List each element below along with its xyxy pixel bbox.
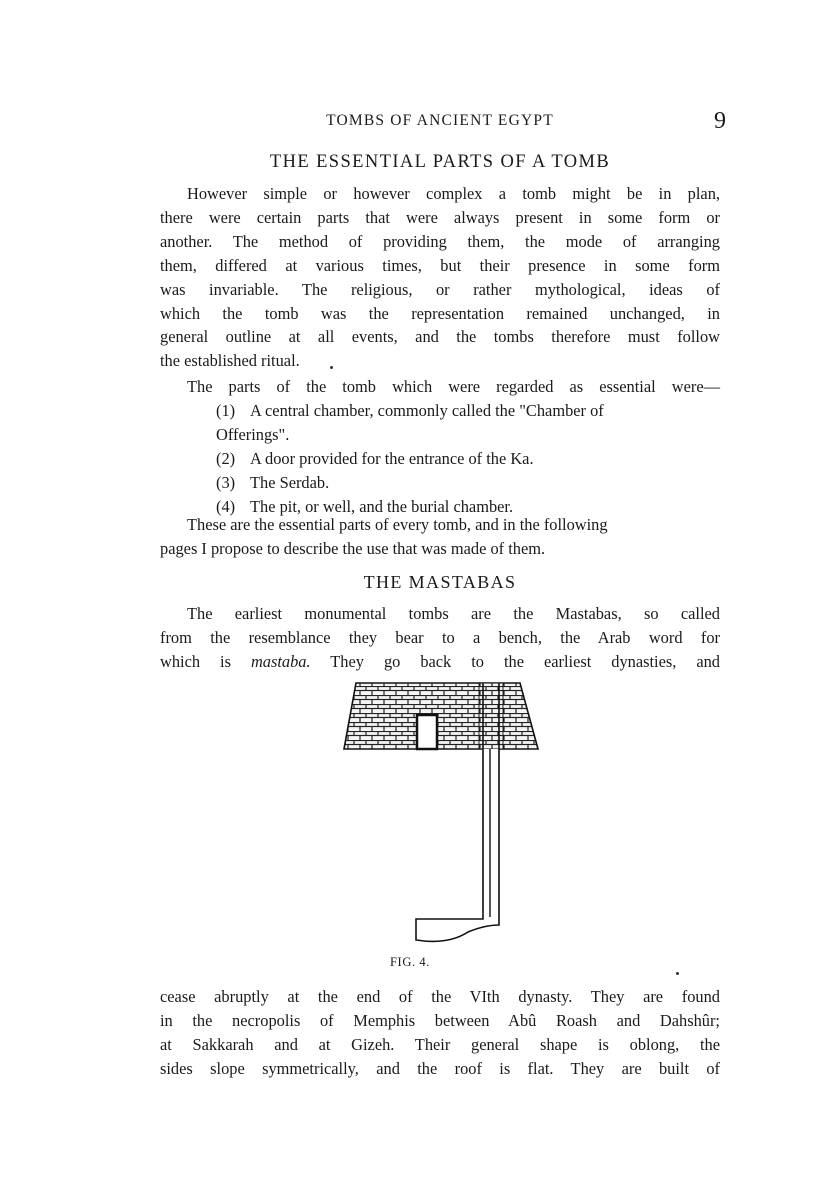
paragraph-essential-parts: [160, 182, 720, 373]
list-item-continuation: Offerings".: [216, 424, 290, 444]
text-line: cease abruptly at the end of the VIth dynasty. They are found: [160, 987, 720, 1006]
paragraph-mastabas-intro: [160, 602, 720, 674]
italic-word: mastaba.: [250, 651, 311, 671]
list-number: (1): [216, 401, 236, 420]
text-line: pages I propose to describe the use that was made of them.: [160, 538, 546, 558]
section-heading-essential-parts: THE ESSENTIAL PARTS OF A TOMB: [269, 152, 611, 172]
list-number: (4): [216, 496, 236, 516]
list-text: A door provided for the entrance of the Ka.: [250, 448, 534, 468]
print-speck: [330, 366, 333, 369]
list-text: The pit, or well, and the burial chamber.: [250, 496, 514, 516]
text-line: in the necropolis of Memphis between Abû Roash and Dahshûr;: [160, 1010, 720, 1030]
text-line: which the tomb was the representation remained unchanged, in: [160, 303, 720, 323]
text-line: was invariable. The religious, or rather mythological, ideas of: [160, 279, 720, 299]
text-line: from the resemblance they bear to a bench, the Arab word for: [160, 627, 720, 647]
paragraph-closing: [160, 513, 720, 561]
paragraph-mastabas-continued: [160, 985, 720, 1081]
text-line: sides slope symmetrically, and the roof is flat. They are built of: [160, 1058, 720, 1078]
print-speck: [676, 972, 679, 975]
text-line: However simple or however complex a tomb might be in plan,: [187, 184, 720, 203]
list-number: (2): [216, 448, 236, 468]
list-text: A central chamber, commonly called the "Chamber of: [250, 401, 604, 420]
section-heading-mastabas: THE MASTABAS: [363, 572, 517, 592]
running-head: [160, 108, 726, 136]
chapel-doorway: [417, 715, 437, 749]
mastaba-superstructure: [344, 683, 538, 749]
text-line: there were certain parts that were always present in some form or: [160, 207, 720, 227]
text-run: which is: [160, 651, 251, 671]
text-line: [160, 650, 720, 674]
text-run: They go back to the earliest dynasties, and: [310, 651, 721, 671]
list-item: [216, 399, 720, 423]
list-item: [216, 447, 720, 471]
list-number: (3): [216, 472, 236, 492]
essential-parts-list: [216, 399, 720, 519]
figure-caption: FIG. 4.: [390, 955, 430, 969]
list-text: The Serdab.: [250, 472, 330, 492]
text-line: the established ritual.: [160, 351, 300, 371]
list-intro: The parts of the tomb which were regarded as essential were—: [187, 377, 720, 396]
list-item: [216, 471, 720, 495]
mastaba-section-figure: [340, 677, 545, 952]
text-line: These are the essential parts of every tomb, and in the following: [187, 515, 608, 534]
mastaba-diagram: [340, 677, 545, 952]
text-line: another. The method of providing them, the mode of arranging: [160, 231, 720, 251]
text-line: The earliest monumental tombs are the Mastabas, so called: [187, 604, 720, 623]
running-title: TOMBS OF ANCIENT EGYPT: [326, 112, 554, 129]
text-line: them, differed at various times, but their presence in some form: [160, 255, 720, 275]
shaft-and-burial-chamber: [416, 749, 499, 941]
text-line: general outline at all events, and the tombs therefore must follow: [160, 327, 720, 347]
text-line: at Sakkarah and at Gizeh. Their general shape is oblong, the: [160, 1034, 720, 1054]
page-number: 9: [714, 108, 726, 134]
